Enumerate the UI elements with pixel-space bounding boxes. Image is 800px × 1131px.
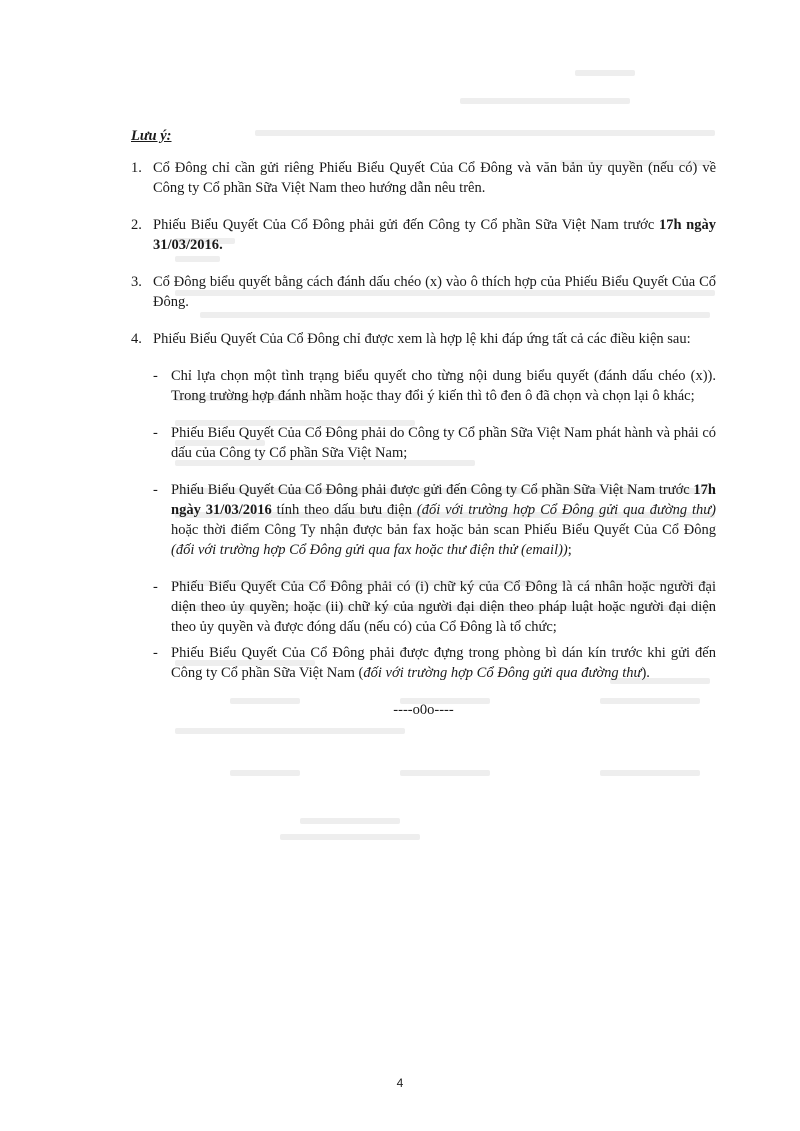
condition-text (171, 643, 716, 683)
condition-text (171, 480, 716, 560)
bullet-dash: - (153, 425, 158, 441)
bullet-dash: - (153, 645, 158, 661)
bullet-dash: - (153, 368, 158, 384)
page-number: 4 (396, 1076, 404, 1090)
condition-text-part: tính theo dấu bưu điện (271, 502, 417, 518)
condition-text-end: ; (567, 542, 572, 558)
condition-text-part: Phiếu Biểu Quyết Của Cổ Đông phải được gửi đến Công ty Cổ phần Sữa Việt Nam trước (171, 482, 694, 498)
note-number: 1. (131, 160, 142, 176)
fax-email-note: (đối với trường hợp Cổ Đông gửi qua fax hoặc thư điện thử (email)) (171, 542, 568, 558)
note-text: Phiếu Biểu Quyết Của Cổ Đông chỉ được xem là hợp lệ khi đáp ứng tất cả các điều kiện sau: (153, 331, 691, 347)
note-number: 3. (131, 274, 142, 290)
mail-note: (đối với trường hợp Cổ Đông gửi qua đường thư) (416, 502, 717, 518)
validity-condition-4 (153, 577, 716, 637)
note-item-3 (131, 272, 716, 312)
note-text: Cổ Đông biểu quyết bằng cách đánh dấu chéo (x) vào ô thích hợp của Phiếu Biểu Quyết Của Cổ Đông. (153, 274, 716, 310)
validity-condition-2 (153, 423, 716, 463)
validity-condition-5 (153, 643, 716, 683)
mail-note: đối với trường hợp Cổ Đông gửi qua đường thư (363, 665, 642, 681)
condition-text-part: hoặc thời điểm Công Ty nhận được bản fax hoặc bản scan Phiếu Biểu Quyết Của Cổ Đông (171, 522, 716, 538)
condition-text: Phiếu Biểu Quyết Của Cổ Đông phải do Công ty Cổ phần Sữa Việt Nam phát hành và phải có dấu của Công ty Cổ phần Sữa Việt Nam; (171, 425, 716, 461)
note-text-end: . (219, 237, 223, 253)
note-number: 4. (131, 331, 142, 347)
condition-text-part: Phiếu Biểu Quyết Của Cổ Đông phải được đựng trong phòng bì dán kín trước khi gửi đến Công ty Cổ phần Sữa Việt Nam ( (171, 645, 716, 681)
deadline-text: 17h ngày 31/03/2016 (171, 482, 716, 518)
deadline-text: 17h ngày 31/03/2016 (153, 217, 716, 253)
validity-condition-3 (153, 480, 716, 560)
note-text-part: Phiếu Biểu Quyết Của Cổ Đông phải gửi đến Công ty Cổ phần Sữa Việt Nam trước (153, 217, 659, 233)
condition-text: Phiếu Biểu Quyết Của Cổ Đông phải có (i) chữ ký của Cổ Đông là cá nhân hoặc người đại diện theo ủy quyền; hoặc (ii) chữ ký của người đại diện theo pháp luật hoặc người đại diện theo ủy quyền và được đóng dấu (nếu có) của Cổ Đông là tổ chức; (171, 579, 716, 635)
bullet-dash: - (153, 579, 158, 595)
note-item-4 (131, 329, 716, 349)
note-number: 2. (131, 217, 142, 233)
notes-section (131, 126, 716, 720)
condition-text-end: ). (641, 665, 650, 681)
bullet-dash: - (153, 482, 158, 498)
note-text: Cổ Đông chỉ cần gửi riêng Phiếu Biểu Quyết Của Cổ Đông và văn bản ủy quyền (nếu có) về Công ty Cổ phần Sữa Việt Nam theo hướng dẫn nêu trên. (153, 160, 716, 196)
note-text (153, 215, 716, 255)
validity-condition-1 (153, 366, 716, 406)
section-separator: ----o0o---- (393, 702, 454, 718)
note-item-1 (131, 158, 716, 198)
note-item-2 (131, 215, 716, 255)
notes-heading: Lưu ý: (131, 128, 172, 144)
condition-text: Chỉ lựa chọn một tình trạng biểu quyết cho từng nội dung biểu quyết (đánh dấu chéo (x)). Trong trường hợp đánh nhầm hoặc thay đổi ý kiến thì tô đen ô đã chọn và chọn lại ô khác; (171, 368, 716, 404)
